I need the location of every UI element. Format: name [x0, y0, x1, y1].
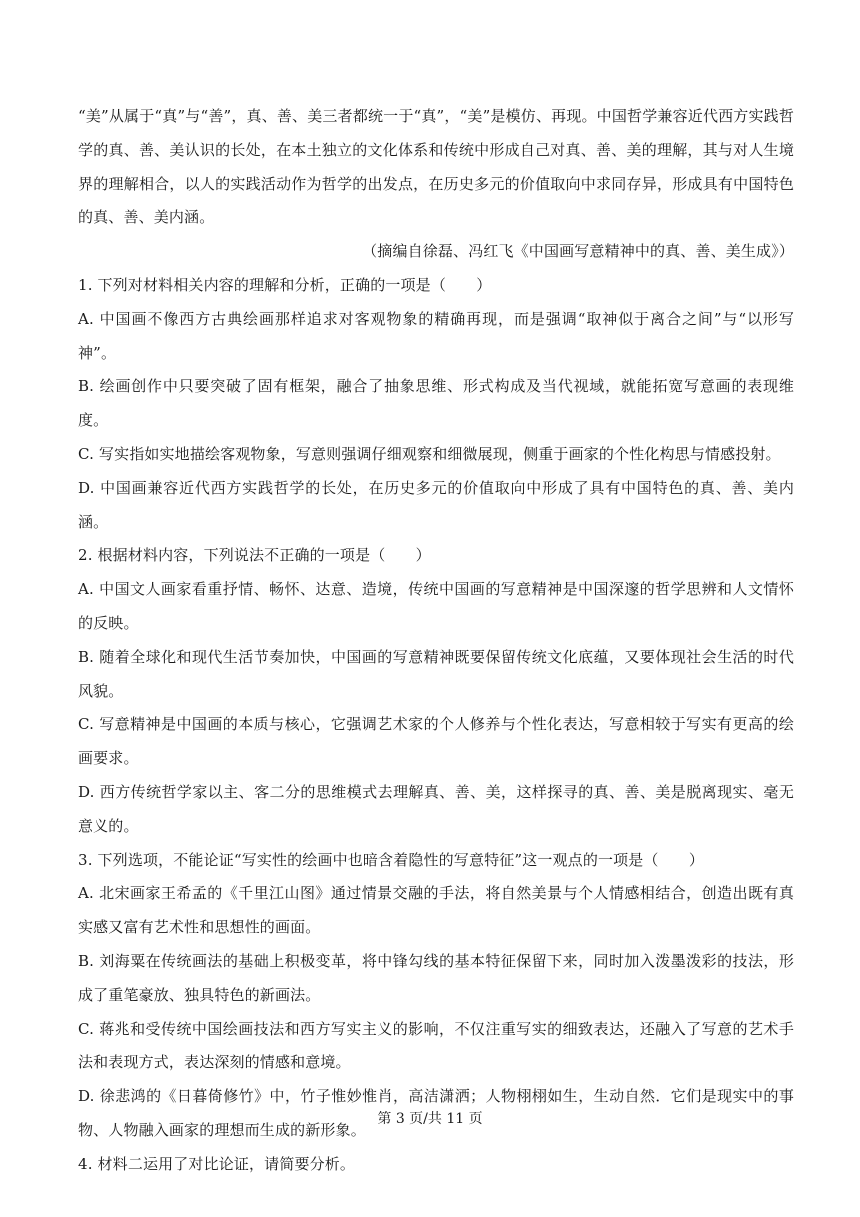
option-d: D. 西方传统哲学家以主、客二分的思维模式去理解真、善、美，这样探寻的真、善、美是脱离现实、毫无意义的。 — [78, 782, 794, 835]
question-2 — [78, 539, 794, 843]
option-b: B. 随着全球化和现代生活节奏加快，中国画的写意精神既要保留传统文化底蕴，又要体现社会生活的时代风貌。 — [78, 647, 794, 700]
option-d: D. 徐悲鸿的《日暮倚修竹》中，竹子惟妙惟肖，高洁潇洒；人物栩栩如生，生动自然．它们是现实中的事物、人物融入画家的理想而生成的新形象。 — [78, 1087, 794, 1139]
option-a: A. 北宋画家王希孟的《千里江山图》通过情景交融的手法，将自然美景与个人情感相结合，创造出既有真实感又富有艺术性和思想性的画面。 — [78, 884, 794, 937]
page-content — [78, 100, 794, 1182]
option-c: C. 写实指如实地描绘客观物象，写意则强调仔细观察和细微展现，侧重于画家的个性化构思与情感投射。 — [78, 444, 781, 463]
question-3 — [78, 844, 794, 1148]
page-footer: 第 3 页/共 11 页 — [377, 1111, 483, 1127]
question-stem: 3. 下列选项，不能论证“写实性的绘画中也暗含着隐性的写意特征”这一观点的一项是（ ） — [78, 850, 705, 869]
option-c: C. 写意精神是中国画的本质与核心，它强调艺术家的个人修养与个性化表达，写意相较于写实有更高的绘画要求。 — [78, 715, 794, 768]
question-1 — [78, 269, 794, 539]
material-paragraph: “美”从属于“真”与“善”，真、善、美三者都统一于“真”，“美”是模仿、再现。中国哲学兼容近代西方实践哲学的真、善、美认识的长处，在本土独立的文化体系和传统中形成自己对真、善、美的理解，其与对人生境界的理解相合，以人的实践活动作为哲学的出发点，在历史多元的价值取向中求同存异，形成具有中国特色的真、善、美内涵。 — [78, 107, 794, 227]
question-stem: 4. 材料二运用了对比论证，请简要分析。 — [78, 1154, 356, 1173]
option-d: D. 中国画兼容近代西方实践哲学的长处，在历史多元的价值取向中形成了具有中国特色的真、善、美内涵。 — [78, 478, 794, 531]
option-a: A. 中国画不像西方古典绘画那样追求对客观物象的精确再现，而是强调“取神似于离合之间”与“以形写神”。 — [78, 309, 794, 362]
question-4 — [78, 1148, 794, 1182]
material-source: （摘编自徐磊、冯红飞《中国画写意精神中的真、善、美生成》） — [362, 242, 794, 261]
option-a: A. 中国文人画家看重抒情、畅怀、达意、造境，传统中国画的写意精神是中国深邃的哲学思辨和人文情怀的反映。 — [78, 580, 794, 632]
option-b: B. 绘画创作中只要突破了固有框架，融合了抽象思维、形式构成及当代视域，就能拓宽写意画的表现维度。 — [78, 377, 794, 430]
question-stem: 2. 根据材料内容，下列说法不正确的一项是（ ） — [78, 546, 431, 565]
option-c: C. 蒋兆和受传统中国绘画技法和西方写实主义的影响，不仅注重写实的细致表达，还融入了写意的艺术手法和表现方式，表达深刻的情感和意境。 — [78, 1019, 794, 1072]
option-b: B. 刘海粟在传统画法的基础上积极变革，将中锋勾线的基本特征保留下来，同时加入泼墨泼彩的技法，形成了重笔豪放、独具特色的新画法。 — [78, 951, 794, 1004]
question-stem: 1. 下列对材料相关内容的理解和分析，正确的一项是（ ） — [78, 275, 492, 294]
